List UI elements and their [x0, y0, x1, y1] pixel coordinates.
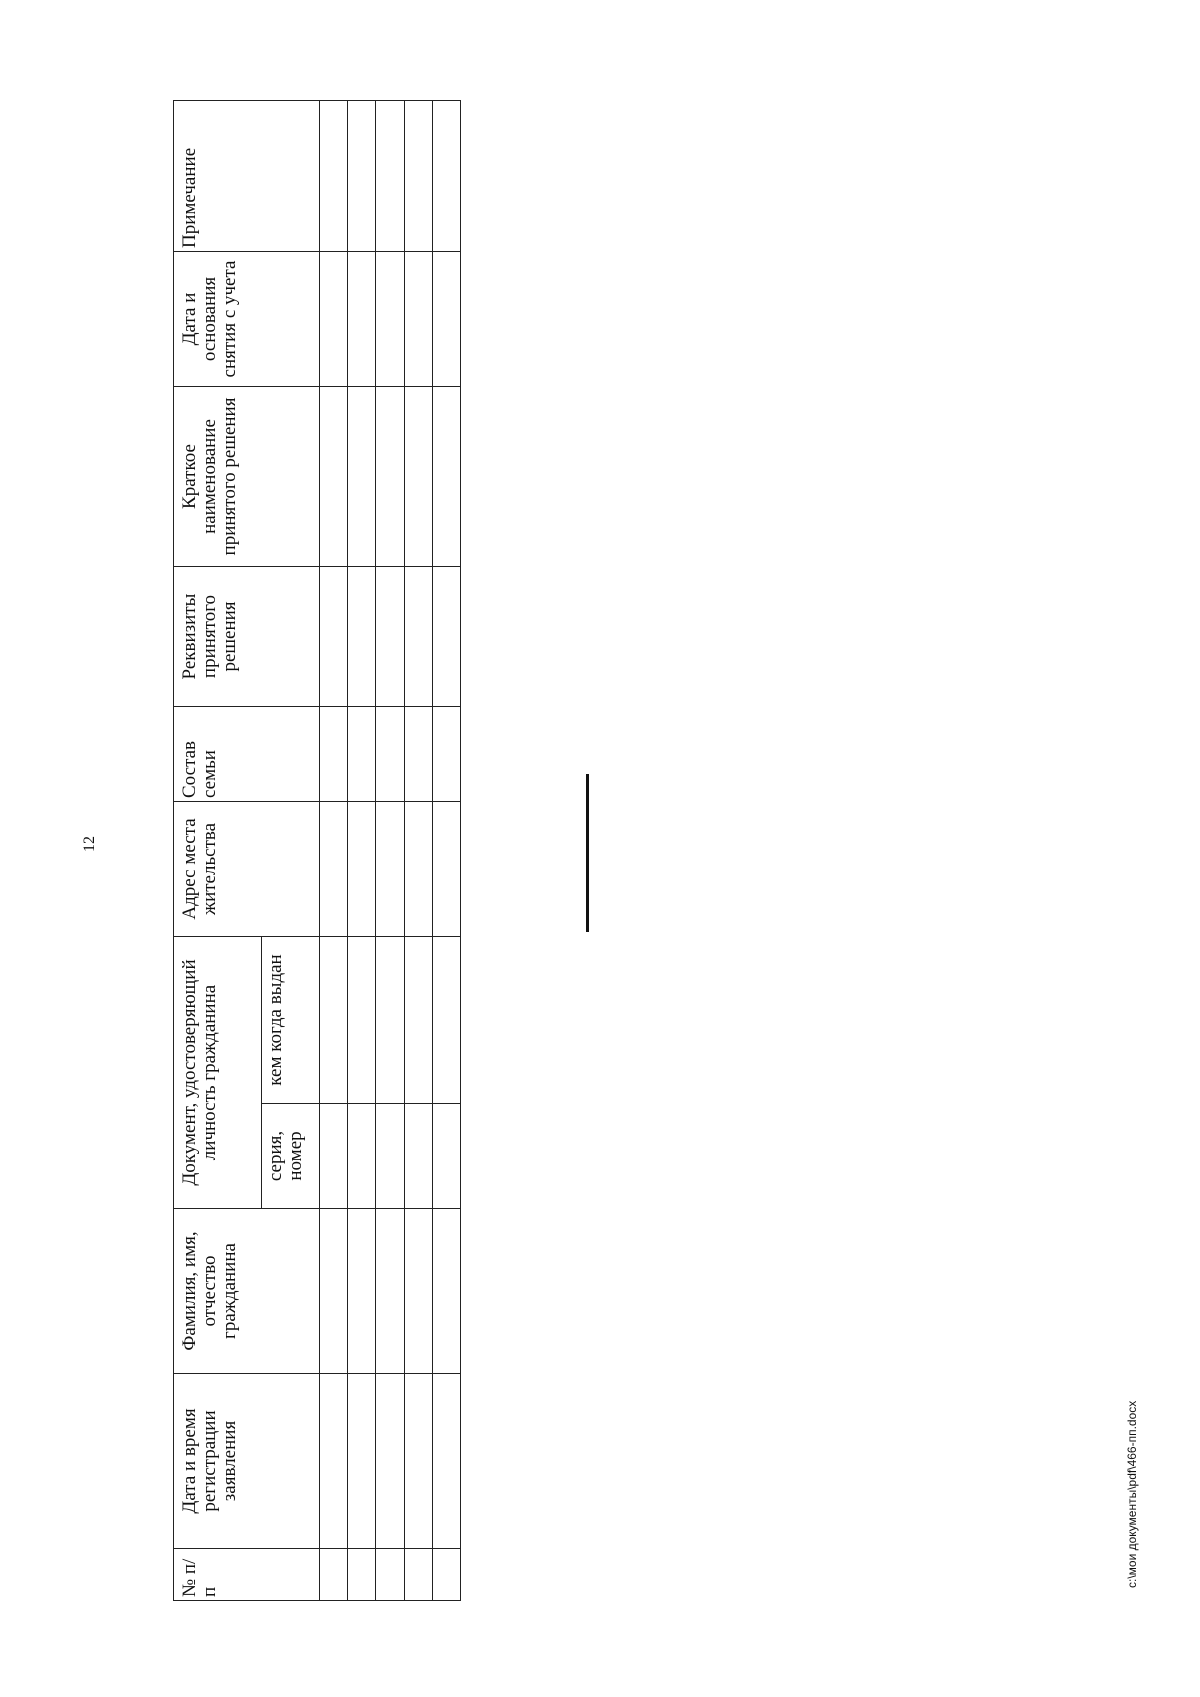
table-row [432, 101, 460, 1601]
page-number: 12 [81, 836, 98, 852]
registry-table-frame [173, 101, 461, 1601]
header-decision-details: Реквизиты принятого решения [174, 567, 320, 707]
header-identity-document: Документ, удостоверяющий личность гражданина [174, 937, 262, 1209]
header-removal-date: Дата и основания снятия с учета [174, 252, 320, 387]
subheader-issued-by: кем когда выдан [261, 937, 319, 1104]
end-divider-line [586, 774, 589, 932]
file-path-footer: c:\мои документы\pdf\466-пп.docx [1125, 1400, 1139, 1588]
header-family: Состав семьи [174, 707, 320, 802]
header-decision-name: Краткое наименование принятого решения [174, 387, 320, 567]
table-row [404, 101, 432, 1601]
subheader-series-number: серия, номер [261, 1104, 319, 1209]
header-address: Адрес места жительства [174, 802, 320, 937]
header-registration-date: Дата и время регистрации заявления [174, 1374, 320, 1549]
table-row [320, 101, 348, 1601]
registry-table [173, 100, 461, 1601]
header-row [174, 101, 262, 1601]
header-number: № п/п [174, 1549, 320, 1601]
table-row [376, 101, 404, 1601]
table-row [348, 101, 376, 1601]
header-full-name: Фамилия, имя, отчество гражданина [174, 1209, 320, 1374]
header-note: Примечание [174, 101, 320, 252]
